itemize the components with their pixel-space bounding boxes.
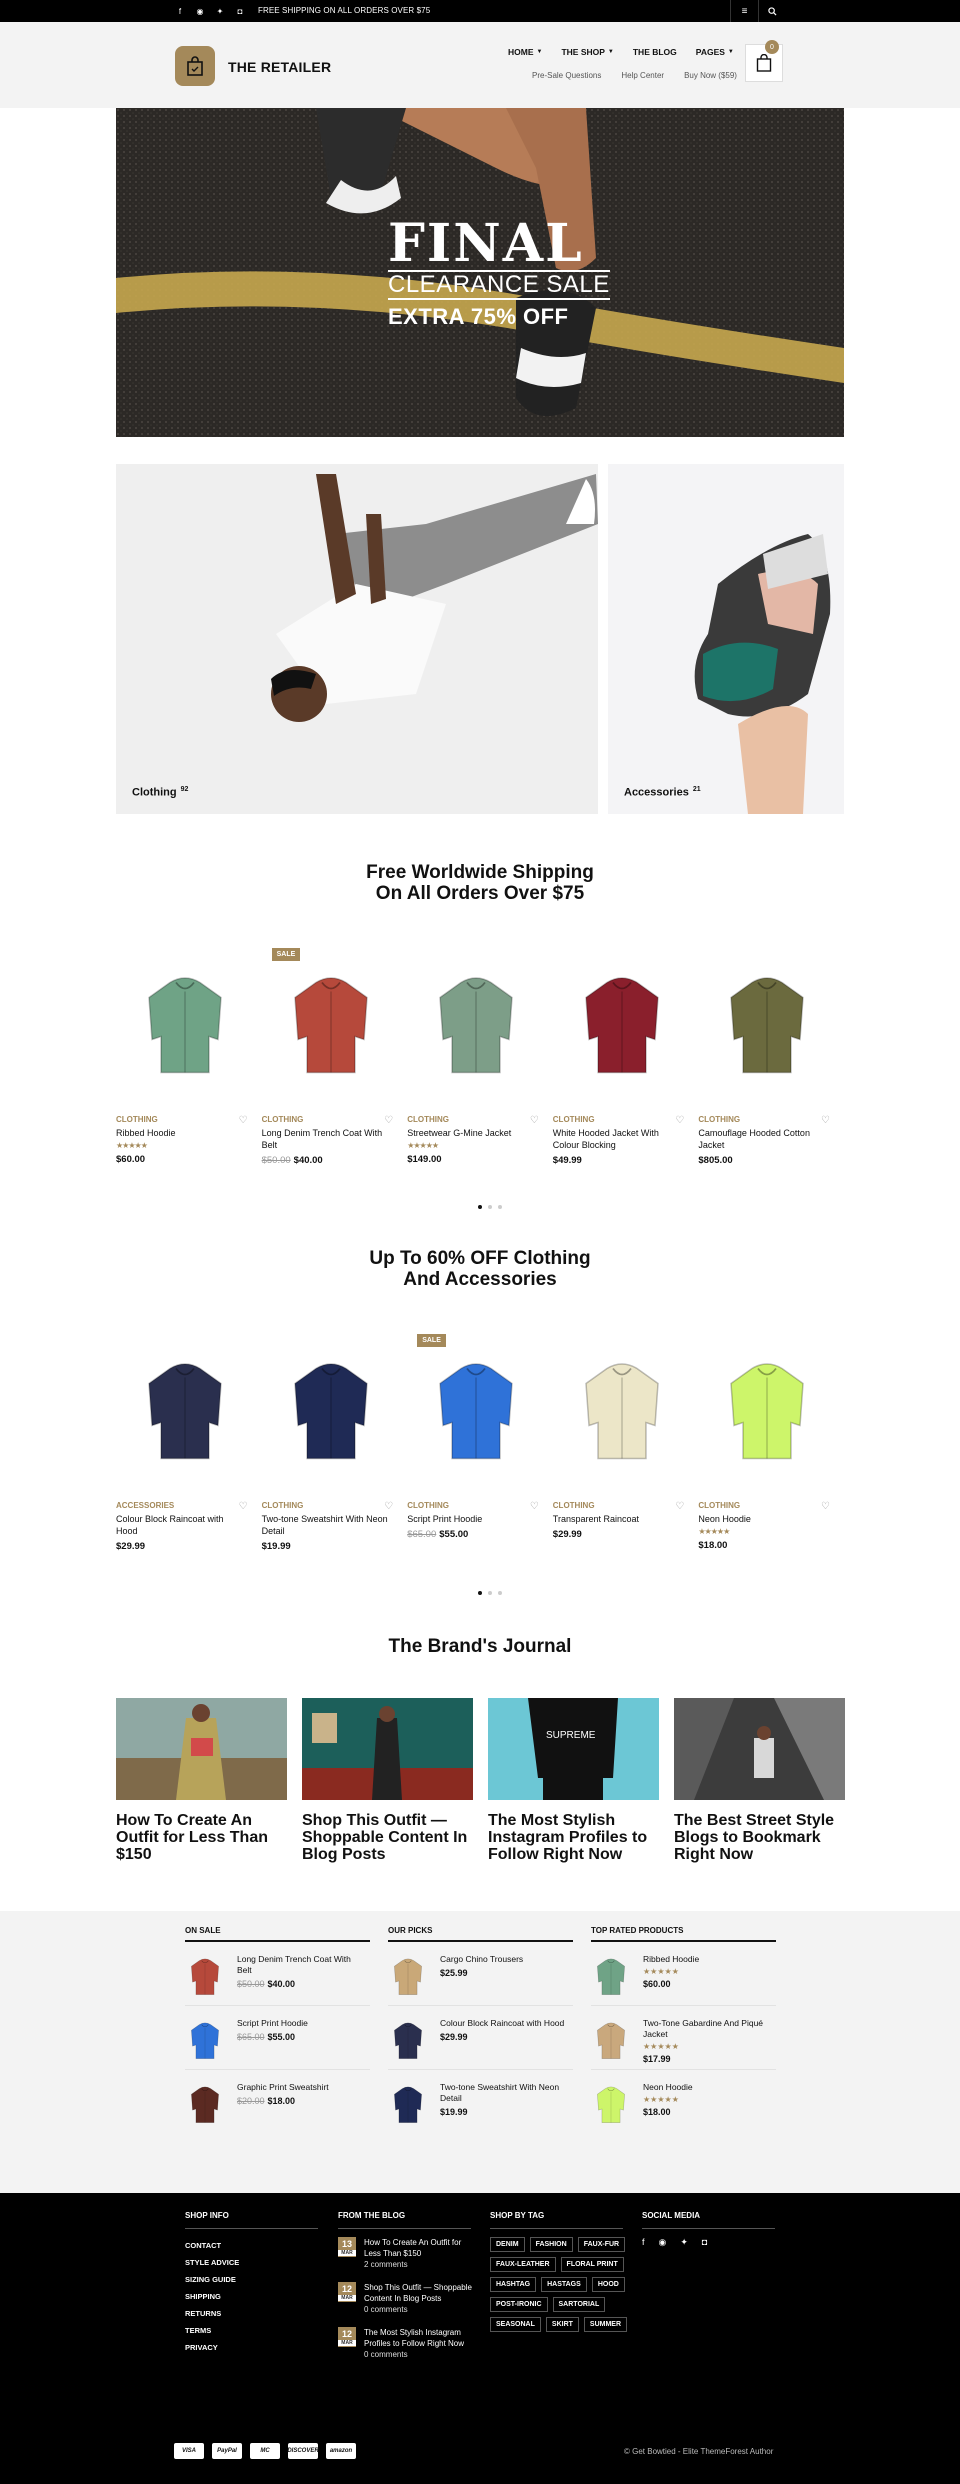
logo-icon[interactable] — [175, 46, 215, 86]
widget-thumb[interactable] — [388, 1954, 428, 2000]
footer-link[interactable]: PRIVACY — [185, 2343, 218, 2352]
site-header — [0, 22, 960, 108]
rating-stars: ★★★★★ — [643, 2095, 679, 2104]
product-category[interactable]: CLOTHING — [698, 1501, 741, 1510]
discover-icon: DISCOVER — [288, 2443, 318, 2459]
section-title: Up To 60% OFF Clothing And Accessories — [369, 1248, 591, 1290]
product-price: $60.00 — [116, 1154, 146, 1165]
cart-count-badge: 0 — [765, 40, 779, 54]
section-title: Free Worldwide Shipping On All Orders Over $75 — [366, 862, 594, 904]
product-price: $65.00 $55.00 — [407, 1529, 469, 1540]
paypal-icon: PayPal — [212, 2443, 242, 2459]
product-price: $805.00 — [698, 1155, 733, 1166]
nav-pages[interactable]: PAGES ▼ — [695, 47, 734, 57]
product-image-wrap[interactable] — [698, 948, 836, 1103]
product-image — [594, 1956, 628, 1998]
tag-link[interactable]: POST-IRONIC — [490, 2297, 548, 2312]
journal-title: The Brand's Journal — [388, 1636, 572, 1657]
rating-stars: ★★★★★ — [116, 1141, 147, 1150]
tag-link[interactable]: HOOD — [592, 2277, 625, 2292]
tag-link[interactable]: SARTORIAL — [553, 2297, 606, 2312]
journal-image[interactable] — [674, 1698, 845, 1800]
product-card[interactable] — [698, 948, 844, 1166]
widget-item-price: $19.99 — [440, 2107, 468, 2117]
footer-heading: SOCIAL MEDIA — [642, 2211, 775, 2229]
sale-badge: SALE — [417, 1334, 446, 1347]
product-category[interactable]: CLOTHING — [261, 1501, 304, 1510]
widget-thumb[interactable] — [591, 2018, 631, 2064]
sub-nav — [532, 71, 737, 80]
tag-link[interactable]: FAUX-LEATHER — [490, 2257, 556, 2272]
product-image-wrap[interactable] — [407, 948, 545, 1103]
product-card[interactable] — [262, 948, 408, 1166]
widget-on-sale — [185, 1926, 370, 2134]
nav-blog[interactable]: THE BLOG — [632, 47, 677, 57]
category-count: 92 — [180, 786, 189, 794]
rating-stars: ★★★★★ — [698, 1527, 730, 1536]
rating-stars: ★★★★★ — [643, 2042, 679, 2051]
product-price: $149.00 — [407, 1154, 442, 1165]
instagram-icon[interactable]: ◘ — [237, 6, 243, 16]
visa-icon: VISA — [174, 2443, 204, 2459]
product-category[interactable]: CLOTHING — [552, 1115, 595, 1124]
product-carousel — [116, 948, 844, 1166]
category-accessories[interactable] — [608, 464, 844, 814]
nav-shop[interactable]: THE SHOP ▼ — [561, 47, 614, 57]
subnav-buy[interactable]: Buy Now ($59) — [684, 71, 737, 80]
product-image — [577, 1357, 667, 1467]
product-price: $18.00 — [698, 1540, 728, 1551]
category-clothing[interactable] — [116, 464, 598, 814]
chevron-down-icon: ▼ — [727, 49, 734, 55]
product-category[interactable]: CLOTHING — [407, 1115, 449, 1124]
product-image — [722, 1357, 812, 1467]
product-image — [286, 971, 376, 1081]
messenger-icon[interactable]: ◉ — [658, 2237, 667, 2247]
product-image — [140, 1357, 230, 1467]
product-image — [188, 2020, 222, 2062]
journal-post-title[interactable]: The Most Stylish Instagram Profiles to Follow Right Now — [488, 1812, 648, 1863]
hero-offer: EXTRA 75% OFF — [388, 304, 569, 329]
heart-icon[interactable]: ♡ — [821, 1115, 830, 1126]
product-card[interactable] — [407, 948, 553, 1166]
widget-item-name[interactable]: Script Print Hoodie — [237, 2018, 308, 2028]
widget-title: OUR PICKS — [388, 1926, 573, 1942]
subnav-presale[interactable]: Pre-Sale Questions — [532, 71, 602, 80]
old-price: $50.00 — [261, 1155, 291, 1166]
product-image — [188, 2084, 222, 2126]
widget-item[interactable] — [388, 1942, 573, 2006]
post-date: 12 MAR — [338, 2282, 356, 2302]
footer-heading: SHOP BY TAG — [490, 2211, 623, 2229]
footer-blog-post[interactable] — [338, 2237, 478, 2270]
product-image — [722, 971, 812, 1081]
category-label: Clothing $^{92}$ — [132, 786, 189, 799]
product-widgets — [0, 1911, 960, 2193]
product-image-wrap[interactable] — [116, 1334, 254, 1489]
heart-icon[interactable]: ♡ — [238, 1501, 248, 1512]
category-label: Accessories $^{21}$ — [624, 786, 701, 799]
product-image — [188, 1956, 222, 1998]
product-category[interactable]: CLOTHING — [407, 1501, 449, 1510]
widget-item-price: $50.00 $40.00 — [237, 1979, 296, 1989]
product-name[interactable]: Streetwear G-Mine Jacket — [407, 1128, 512, 1138]
product-name[interactable]: Ribbed Hoodie — [116, 1128, 176, 1138]
heart-icon[interactable]: ♡ — [529, 1115, 539, 1126]
product-image-wrap[interactable] — [262, 948, 400, 1103]
product-card[interactable] — [407, 1334, 553, 1552]
product-card[interactable] — [698, 1334, 844, 1552]
product-carousel — [116, 1334, 844, 1552]
product-price: $19.99 — [261, 1541, 291, 1552]
search-icon[interactable] — [758, 0, 786, 22]
product-image-wrap[interactable] — [698, 1334, 836, 1489]
journal-image[interactable] — [302, 1698, 473, 1800]
product-name[interactable]: Colour Block Raincoat with Hood — [116, 1514, 224, 1536]
footer-link[interactable]: SIZING GUIDE — [185, 2275, 236, 2284]
rating-stars: ★★★★★ — [643, 1967, 679, 1976]
site-footer — [0, 2193, 960, 2484]
product-price: $50.00 $40.00 — [261, 1155, 323, 1166]
hero-banner[interactable] — [116, 108, 844, 437]
product-image — [594, 2020, 628, 2062]
widget-item-name[interactable]: Cargo Chino Trousers — [440, 1954, 524, 1964]
journal-post-title[interactable]: How To Create An Outfit for Less Than $150 — [116, 1812, 268, 1863]
footer-link[interactable]: SHIPPING — [185, 2292, 221, 2301]
top-bar — [0, 0, 960, 22]
product-name[interactable]: Transparent Raincoat — [552, 1514, 639, 1524]
product-name[interactable]: White Hooded Jacket With Colour Blocking — [552, 1128, 659, 1150]
journal-post[interactable] — [302, 1698, 473, 1863]
main-nav — [508, 47, 734, 57]
svg-text:SUPREME: SUPREME — [546, 1730, 596, 1741]
journal-posts — [116, 1698, 844, 1863]
product-name[interactable]: Neon Hoodie — [698, 1514, 751, 1524]
nav-home[interactable]: HOME ▼ — [508, 47, 543, 57]
twitter-icon[interactable]: ✦ — [680, 2237, 688, 2247]
footer-link[interactable]: TERMS — [185, 2326, 212, 2335]
product-category[interactable]: CLOTHING — [116, 1115, 158, 1124]
journal-image[interactable] — [488, 1698, 659, 1800]
hero-subtitle: CLEARANCE SALE — [388, 271, 610, 298]
heart-icon[interactable]: ♡ — [529, 1501, 539, 1512]
widget-item-name[interactable]: Graphic Print Sweatshirt — [237, 2082, 329, 2092]
payment-methods — [174, 2443, 356, 2459]
carousel-dots[interactable] — [478, 1205, 502, 1209]
shopping-bag-icon — [756, 54, 772, 72]
footer-post-comments: 0 comments — [364, 2350, 408, 2359]
sale-badge: SALE — [272, 948, 301, 961]
widget-item[interactable] — [388, 2006, 573, 2070]
tag-link[interactable]: SKIRT — [546, 2317, 579, 2332]
widget-item-price: $17.99 — [643, 2054, 671, 2064]
product-image-wrap[interactable] — [553, 948, 691, 1103]
product-image — [140, 971, 230, 1081]
heart-icon[interactable]: ♡ — [384, 1501, 394, 1512]
widget-item[interactable] — [591, 2070, 776, 2134]
footer-post-comments: 0 comments — [364, 2305, 408, 2314]
journal-post[interactable] — [674, 1698, 845, 1863]
footer-link[interactable]: CONTACT — [185, 2241, 222, 2250]
widget-item-price: $18.00 — [643, 2107, 671, 2117]
post-date: 12 MAR — [338, 2327, 356, 2347]
category-count: 21 — [692, 786, 701, 794]
journal-post[interactable] — [116, 1698, 287, 1863]
widget-thumb[interactable] — [591, 2082, 631, 2128]
product-category[interactable]: CLOTHING — [698, 1115, 741, 1124]
product-category[interactable]: CLOTHING — [552, 1501, 595, 1510]
tag-link[interactable]: DENIM — [490, 2237, 525, 2252]
footer-shop-info — [185, 2211, 318, 2356]
footer-post-title[interactable]: How To Create An Outfit for Less Than $150 — [364, 2238, 462, 2258]
footer-tags — [490, 2211, 630, 2332]
product-image — [286, 1357, 376, 1467]
footer-post-title[interactable]: The Most Stylish Instagram Profiles to Follow Right Now — [364, 2328, 465, 2348]
widget-thumb[interactable] — [185, 2018, 225, 2064]
tag-link[interactable]: SEASONAL — [490, 2317, 541, 2332]
category-clothing-image — [116, 464, 598, 814]
tag-link[interactable]: SUMMER — [584, 2317, 627, 2332]
copyright: © Get Bowtied - Elite ThemeForest Author — [624, 2447, 774, 2456]
footer-post-title[interactable]: Shop This Outfit — Shoppable Content In Blog Posts — [364, 2283, 472, 2303]
tag-link[interactable]: HASHTAG — [490, 2277, 536, 2292]
widget-item-name[interactable]: Neon Hoodie — [643, 2082, 693, 2092]
product-price: $29.99 — [116, 1541, 146, 1552]
widget-our-picks — [388, 1926, 573, 2134]
category-accessories-image — [608, 464, 844, 814]
footer-heading: FROM THE BLOG — [338, 2211, 471, 2229]
widget-item-name[interactable]: Colour Block Raincoat with Hood — [440, 2018, 565, 2028]
widget-item-name[interactable]: Two-Tone Gabardine And Piqué Jacket — [643, 2018, 764, 2039]
heart-icon[interactable]: ♡ — [675, 1501, 685, 1512]
footer-blog-post[interactable] — [338, 2327, 478, 2360]
product-name[interactable]: Script Print Hoodie — [407, 1514, 483, 1524]
product-name[interactable]: Camouflage Hooded Cotton Jacket — [698, 1128, 810, 1150]
widget-title: TOP RATED PRODUCTS — [591, 1926, 776, 1942]
messenger-icon[interactable]: ◉ — [196, 6, 204, 16]
product-image — [431, 1357, 521, 1467]
rating-stars: ★★★★★ — [407, 1141, 439, 1150]
product-image-wrap[interactable] — [407, 1334, 545, 1489]
facebook-icon[interactable]: f — [642, 2237, 645, 2247]
heart-icon[interactable]: ♡ — [675, 1115, 685, 1126]
widget-item[interactable] — [388, 2070, 573, 2134]
journal-image[interactable] — [116, 1698, 287, 1800]
footer-post-comments: 2 comments — [364, 2260, 408, 2269]
product-card[interactable] — [553, 1334, 699, 1552]
hero-title: FINAL — [388, 213, 584, 274]
product-card[interactable] — [553, 948, 699, 1166]
widget-thumb[interactable] — [185, 2082, 225, 2128]
journal-post-title[interactable]: The Best Street Style Blogs to Bookmark Right Now — [674, 1812, 835, 1863]
product-card[interactable] — [116, 948, 262, 1166]
product-image-wrap[interactable] — [116, 948, 254, 1103]
hero-text — [388, 213, 610, 330]
product-price: $49.99 — [552, 1155, 582, 1166]
amazon-icon: amazon — [326, 2443, 356, 2459]
product-name[interactable]: Two-tone Sweatshirt With Neon Detail — [261, 1514, 388, 1536]
product-category[interactable]: CLOTHING — [261, 1115, 304, 1124]
footer-heading: SHOP INFO — [185, 2211, 318, 2229]
journal-post[interactable] — [488, 1698, 659, 1863]
widget-thumb[interactable] — [591, 1954, 631, 2000]
widget-item-price: $65.00 $55.00 — [237, 2032, 296, 2042]
heart-icon[interactable]: ♡ — [821, 1501, 830, 1512]
mastercard-icon: MC — [250, 2443, 280, 2459]
widget-thumb[interactable] — [185, 1954, 225, 2000]
product-image — [577, 971, 667, 1081]
widget-title: ON SALE — [185, 1926, 370, 1942]
product-image — [391, 2020, 425, 2062]
footer-blog-post[interactable] — [338, 2282, 478, 2315]
menu-icon[interactable]: ≡ — [730, 0, 758, 22]
footer-link[interactable]: RETURNS — [185, 2309, 222, 2318]
facebook-icon[interactable]: f — [178, 6, 182, 16]
widget-item-name[interactable]: Ribbed Hoodie — [643, 1954, 700, 1964]
product-name[interactable]: Long Denim Trench Coat With Belt — [261, 1128, 383, 1150]
footer-link[interactable]: STYLE ADVICE — [185, 2258, 240, 2267]
chevron-down-icon: ▼ — [536, 49, 543, 55]
product-image-wrap[interactable] — [553, 1334, 691, 1489]
journal-post-title[interactable]: Shop This Outfit — Shoppable Content In Blog Posts — [302, 1812, 468, 1863]
widget-thumb[interactable] — [388, 2018, 428, 2064]
widget-thumb[interactable] — [388, 2082, 428, 2128]
product-image-wrap[interactable] — [262, 1334, 400, 1489]
widget-item-name[interactable]: Two-tone Sweatshirt With Neon Detail — [440, 2082, 560, 2103]
widget-item-price: $29.99 — [440, 2032, 468, 2042]
chevron-down-icon: ▼ — [607, 49, 614, 55]
subnav-help[interactable]: Help Center — [621, 71, 665, 80]
tag-link[interactable]: HASTAGS — [541, 2277, 587, 2292]
instagram-icon[interactable]: ◘ — [701, 2237, 708, 2247]
topbar-social — [175, 0, 245, 22]
widget-item[interactable] — [185, 1942, 370, 2006]
footer-social — [642, 2211, 775, 2248]
product-category[interactable]: ACCESSORIES — [116, 1501, 175, 1510]
heart-icon[interactable]: ♡ — [384, 1115, 394, 1126]
widget-item-name[interactable]: Long Denim Trench Coat With Belt — [237, 1954, 351, 1975]
widget-item[interactable] — [591, 1942, 776, 2006]
widget-top-rated — [591, 1926, 776, 2134]
product-card[interactable] — [116, 1334, 262, 1552]
widget-item-price: $20.00 $18.00 — [237, 2096, 296, 2106]
product-image — [391, 1956, 425, 1998]
product-card[interactable] — [262, 1334, 408, 1552]
brand-name[interactable]: THE RETAILER — [228, 59, 332, 75]
carousel-dots[interactable] — [478, 1591, 502, 1595]
post-date: 13 MAR — [338, 2237, 356, 2257]
footer-blog — [338, 2211, 478, 2372]
product-image — [594, 2084, 628, 2126]
old-price: $65.00 — [407, 1529, 437, 1540]
twitter-icon[interactable]: ✦ — [216, 6, 224, 16]
promo-text: FREE SHIPPING ON ALL ORDERS OVER $75 — [258, 6, 431, 15]
widget-item[interactable] — [591, 2006, 776, 2070]
product-image — [391, 2084, 425, 2126]
product-price: $29.99 — [552, 1529, 582, 1540]
widget-item-price: $25.99 — [440, 1968, 468, 1978]
tag-link[interactable]: FASHION — [530, 2237, 573, 2252]
tag-link[interactable]: FLORAL PRINT — [561, 2257, 624, 2272]
tag-link[interactable]: FAUX-FUR — [578, 2237, 625, 2252]
widget-item[interactable] — [185, 2006, 370, 2070]
product-image — [431, 971, 521, 1081]
widget-item-price: $60.00 — [643, 1979, 671, 1989]
heart-icon[interactable]: ♡ — [238, 1115, 248, 1126]
widget-item[interactable] — [185, 2070, 370, 2134]
